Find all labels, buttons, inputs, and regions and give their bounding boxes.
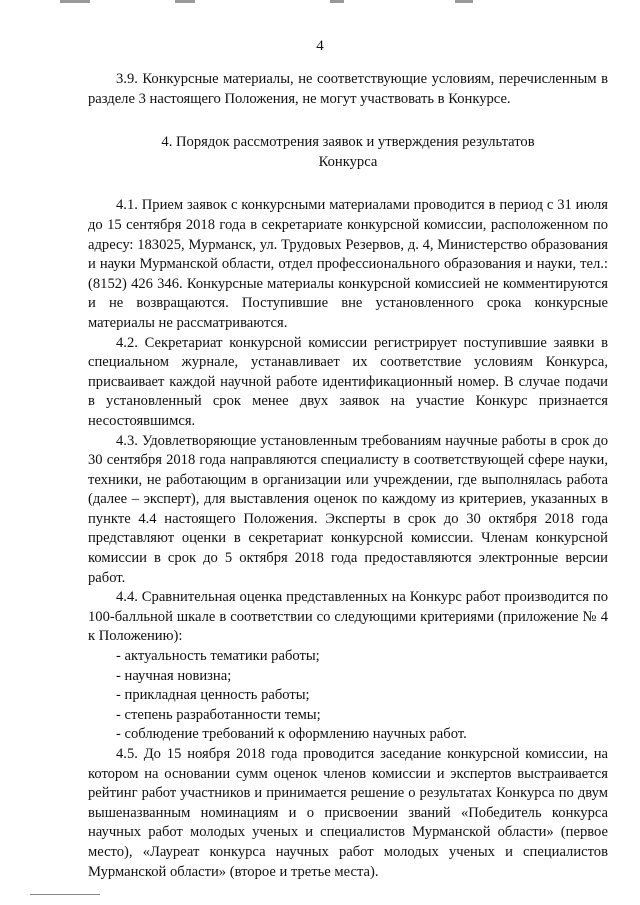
criteria-list-item: - научная новизна; <box>116 667 232 684</box>
paragraph-4-3: 4.3. Удовлетворяющие установленным требованиям научные работы в срок до 30 сентября 2018 года направляются специалисту в соответствующей сфере науки, техники, не работающим в организации или учреждении, где выполнялась работа (далее – эксперт), для выставления оценок по каждому из критериев, указанных в пункте 4.4 настоящего Положения. Эксперты в срок до 30 октября 2018 года представляют оценки в секретариат конкурсной комиссии. Членам конкурсной комиссии в срок до 5 октября 2018 года предоставляются электронные версии работ. <box>88 432 608 586</box>
criteria-list-item: - прикладная ценность работы; <box>116 687 310 704</box>
footer-rule <box>30 894 100 895</box>
criteria-list-item: - степень разработанности темы; <box>116 706 321 723</box>
paragraph-4-2: 4.2. Секретариат конкурсной комиссии регистрирует поступившие заявки в специальном журнале, устанавливает их соответствие условиям Конкурса, присваивает каждой научной работе идентификационный номер. В случае подачи в установленный срок менее двух заявок на участие Конкурс признается несостоявшимся. <box>88 334 608 429</box>
scan-mark <box>60 0 90 3</box>
scan-mark <box>175 0 195 3</box>
criteria-list-item: - соблюдение требований к оформлению научных работ. <box>116 726 467 743</box>
section-heading-line-1: 4. Порядок рассмотрения заявок и утверждения результатов <box>161 134 535 151</box>
section-heading-line-2: Конкурса <box>318 153 378 170</box>
section-3-9-paragraph: 3.9. Конкурсные материалы, не соответствующие условиям, перечисленным в разделе 3 настоящего Положения, не могут участвовать в Конкурсе. <box>88 71 608 107</box>
criteria-list-item: - актуальность тематики работы; <box>116 648 320 665</box>
page-number: 4 <box>316 38 324 54</box>
scan-mark <box>455 0 473 3</box>
scan-edge-marks <box>0 0 640 6</box>
paragraph-4-1: 4.1. Прием заявок с конкурсными материалами проводится в период с 31 июля до 15 сентября 2018 года в секретариате конкурсной комиссии, расположенном по адресу: 183025, Мурманск, ул. Трудовых Резервов, д. 4, Министерство образования и науки Мурманской области, отдел профессионального образования и науки, тел.: (8152) 426 346. Конкурсные материалы конкурсной комиссией не комментируются и не возвращаются. Поступившие вне установленного срока конкурсные материалы не рассматриваются. <box>88 197 608 331</box>
criteria-list <box>88 647 608 745</box>
section-4-heading <box>88 133 608 172</box>
scan-mark <box>330 0 344 3</box>
paragraph-4-5: 4.5. До 15 ноября 2018 года проводится заседание конкурсной комиссии, на котором на основании сумм оценок членов комиссии и экспертов выстраивается рейтинг работ участников и принимается решение о результатах Конкурса по двум вышеназванным номинациям и о присвоении званий «Победитель конкурса научных работ молодых ученых и специалистов Мурманской области» (первое место), «Лауреат конкурса научных работ молодых ученых и специалистов Мурманской области» (второе и третье места). <box>88 746 608 880</box>
document-body <box>88 70 608 882</box>
paragraph-4-4: 4.4. Сравнительная оценка представленных на Конкурс работ производится по 100-балльной шкале в соответствии со следующими критериями (приложение № 4 к Положению): <box>88 589 608 645</box>
